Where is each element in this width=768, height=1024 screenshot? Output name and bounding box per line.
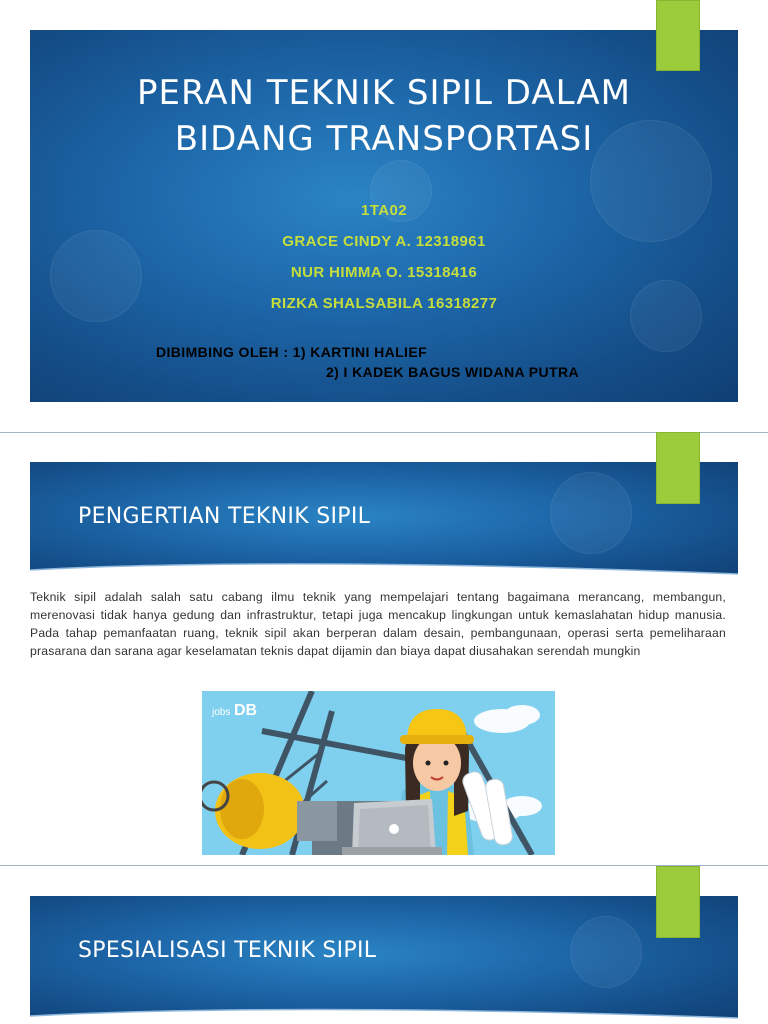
svg-text:jobs: jobs: [212, 707, 231, 718]
slide-divider: [0, 865, 768, 866]
title-slide: [30, 30, 738, 402]
svg-text:DB: DB: [234, 702, 258, 719]
civil-engineer-illustration: [202, 691, 555, 855]
author-3: RIZKA SHALSABILA 16318277: [270, 295, 498, 312]
accent-tab: [656, 432, 700, 504]
slide-divider: [0, 432, 768, 433]
bokeh-decoration: [570, 916, 642, 988]
title-line-1: PERAN TEKNIK SIPIL DALAM: [137, 73, 631, 113]
supervisor-line-1: DIBIMBING OLEH : 1) KARTINI HALIEF: [156, 344, 428, 360]
supervisor-block: [156, 342, 579, 382]
section-heading: PENGERTIAN TEKNIK SIPIL: [78, 504, 371, 529]
section-banner-pengertian: [30, 462, 738, 582]
title-line-2: BIDANG TRANSPORTASI: [174, 119, 594, 159]
author-block: [30, 195, 738, 319]
accent-tab: [656, 866, 700, 938]
banner-wave: [30, 984, 738, 1024]
presentation-title: [30, 70, 738, 162]
banner-wave: [30, 542, 738, 582]
author-1: GRACE CINDY A. 12318961: [282, 233, 486, 250]
section-banner-spesialisasi: [30, 896, 738, 1024]
definition-paragraph: Teknik sipil adalah salah satu cabang ilmu teknik yang mempelajari tentang bagaimana merancang, membangun, merenovasi tidak hanya gedung dan infrastruktur, tetapi juga mencakup lingkungan untuk kemaslahatan hidup manusia. Pada tahap pemanfaatan ruang, teknik sipil akan berperan dalam desain, pembangunaan, operasi serta pemeliharaan prasarana dan sarana agar keselamatan teknis dapat dijamin dan biaya dapat diusahakan serendah mungkin: [30, 590, 726, 658]
supervisor-line-2: 2) I KADEK BAGUS WIDANA PUTRA: [326, 364, 579, 380]
accent-tab: [656, 0, 700, 71]
author-2: NUR HIMMA O. 15318416: [290, 264, 478, 281]
class-code: 1TA02: [361, 202, 407, 219]
section-heading: SPESIALISASI TEKNIK SIPIL: [78, 938, 377, 963]
